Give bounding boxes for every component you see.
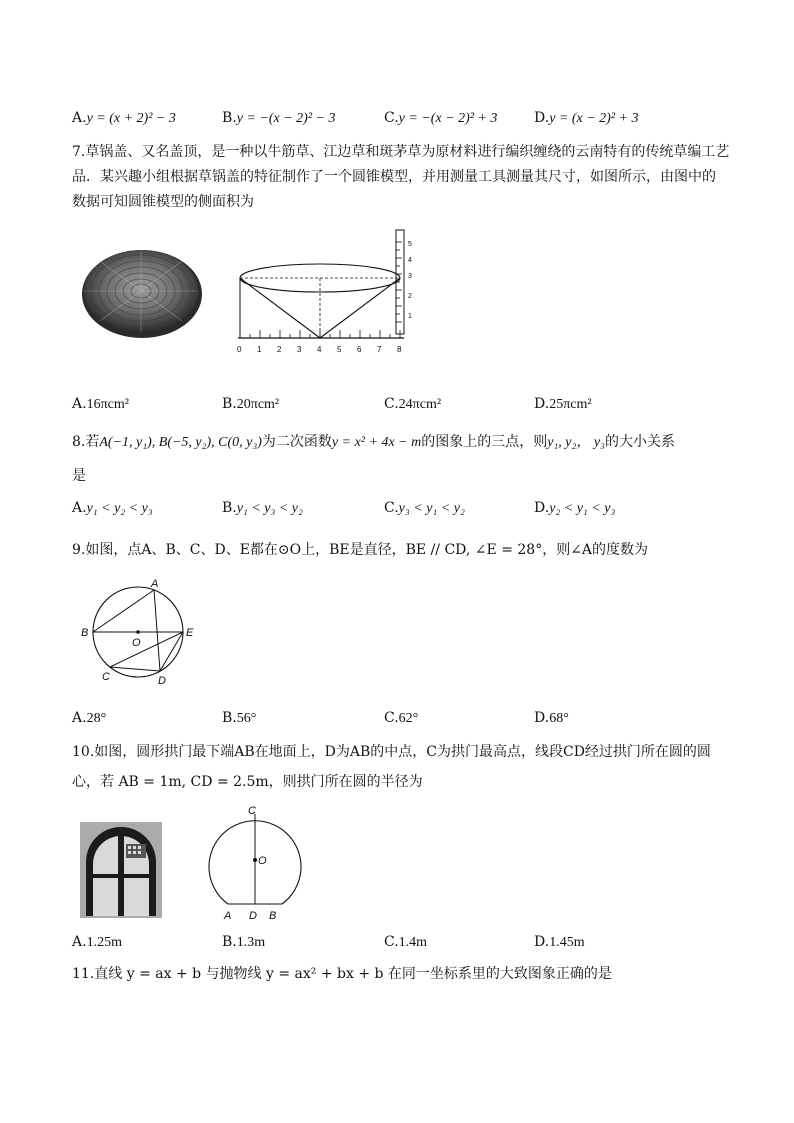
q9-label-d: D bbox=[158, 675, 166, 687]
q9-label-b: B bbox=[81, 627, 89, 639]
ruler-y-tick-1: 1 bbox=[408, 313, 412, 320]
q10-option-c: C.1.4m bbox=[384, 934, 428, 950]
q9-option-b: B.56° bbox=[222, 710, 257, 726]
ruler-x-tick-1: 1 bbox=[257, 345, 262, 354]
q7-option-d: D.25πcm² bbox=[534, 396, 592, 412]
cone-ruler-diagram bbox=[228, 226, 418, 360]
q10-text-line1: 10.如图，圆形拱门最下端AB在地面上，D为AB的中点，C为拱门最高点，线段CD经过拱门所在圆的圆 bbox=[72, 744, 711, 760]
q8-option-c: C.y₃ < y₁ < y₂ bbox=[384, 500, 465, 516]
ruler-y-tick-4: 4 bbox=[408, 257, 412, 264]
ruler-y-tick-5: 5 bbox=[408, 241, 412, 248]
q9-option-d: D.68° bbox=[534, 710, 569, 726]
q9-label-e: E bbox=[186, 627, 194, 639]
q10-text-line2: 心，若 AB = 1m, CD = 2.5m，则拱门所在圆的半径为 bbox=[72, 774, 423, 790]
ruler-y-tick-2: 2 bbox=[408, 293, 412, 300]
q9-circle-diagram bbox=[76, 574, 202, 690]
ruler-x-tick-3: 3 bbox=[297, 345, 302, 354]
q10-option-a: A.1.25m bbox=[72, 934, 122, 950]
q7-option-b: B.20πcm² bbox=[222, 396, 280, 412]
q10-label-o: O bbox=[258, 855, 267, 867]
q9-label-c: C bbox=[102, 671, 110, 683]
q8-option-a: A.y₁ < y₂ < y₃ bbox=[72, 500, 153, 516]
q10-label-a: A bbox=[224, 910, 232, 922]
arch-circle-diagram bbox=[198, 804, 306, 924]
q8-option-b: B.y₁ < y₃ < y₂ bbox=[222, 500, 303, 516]
q9-label-a: A bbox=[151, 578, 159, 590]
ruler-x-tick-7: 7 bbox=[377, 345, 382, 354]
q10-option-b: B.1.3m bbox=[222, 934, 266, 950]
q10-option-d: D.1.45m bbox=[534, 934, 585, 950]
q8-option-d: D.y₂ < y₁ < y₃ bbox=[534, 500, 616, 516]
q9-label-o: O bbox=[132, 637, 141, 649]
q8-text-line2: 是 bbox=[72, 468, 86, 484]
q9-option-c: C.62° bbox=[384, 710, 419, 726]
q11-text: 11.直线 y = ax + b 与抛物线 y = ax² + bx + b 在同一坐标系里的大致图象正确的是 bbox=[72, 966, 612, 982]
q7-text-line3: 数据可知圆锥模型的侧面积为 bbox=[72, 194, 254, 210]
q6-option-d: D.y = (x − 2)² + 3 bbox=[534, 110, 639, 126]
q6-option-b: B.y = −(x − 2)² − 3 bbox=[222, 110, 336, 126]
q10-label-c: C bbox=[248, 805, 256, 817]
q7-option-c: C.24πcm² bbox=[384, 396, 442, 412]
arch-door-photo bbox=[80, 822, 162, 918]
q6-option-a: A.y = (x + 2)² − 3 bbox=[72, 110, 176, 126]
q7-text-line1: 7.草锅盖、又名盖顶，是一种以牛筋草、江边草和斑茅草为原材料进行编织缠绕的云南特有的传统草编工艺 bbox=[72, 144, 730, 160]
grass-lid-photo bbox=[78, 242, 206, 342]
ruler-x-tick-0: 0 bbox=[237, 345, 242, 354]
ruler-x-tick-5: 5 bbox=[337, 345, 342, 354]
q7-option-a: A.16πcm² bbox=[72, 396, 129, 412]
q10-label-b: B bbox=[269, 910, 277, 922]
ruler-x-tick-2: 2 bbox=[277, 345, 282, 354]
q10-label-d: D bbox=[249, 910, 257, 922]
q9-option-a: A.28° bbox=[72, 710, 107, 726]
q8-text-line1: 8.若A(−1, y₁), B(−5, y₂), C(0, y₃)为二次函数y = x² + 4x − m的图象上的三点，则y₁, y₂， y₃的大小关系 bbox=[72, 434, 675, 450]
q9-text: 9.如图，点A、B、C、D、E都在⊙O上，BE是直径，BE // CD, ∠E = 28°，则∠A的度数为 bbox=[72, 542, 649, 558]
q6-option-c: C.y = −(x − 2)² + 3 bbox=[384, 110, 498, 126]
q7-text-line2: 品．某兴趣小组根据草锅盖的特征制作了一个圆锥模型，并用测量工具测量其尺寸，如图所示，由图中的 bbox=[72, 169, 716, 185]
ruler-x-tick-8: 8 bbox=[397, 345, 402, 354]
ruler-x-tick-4: 4 bbox=[317, 345, 322, 354]
ruler-y-tick-3: 3 bbox=[408, 273, 412, 280]
ruler-x-tick-6: 6 bbox=[357, 345, 362, 354]
